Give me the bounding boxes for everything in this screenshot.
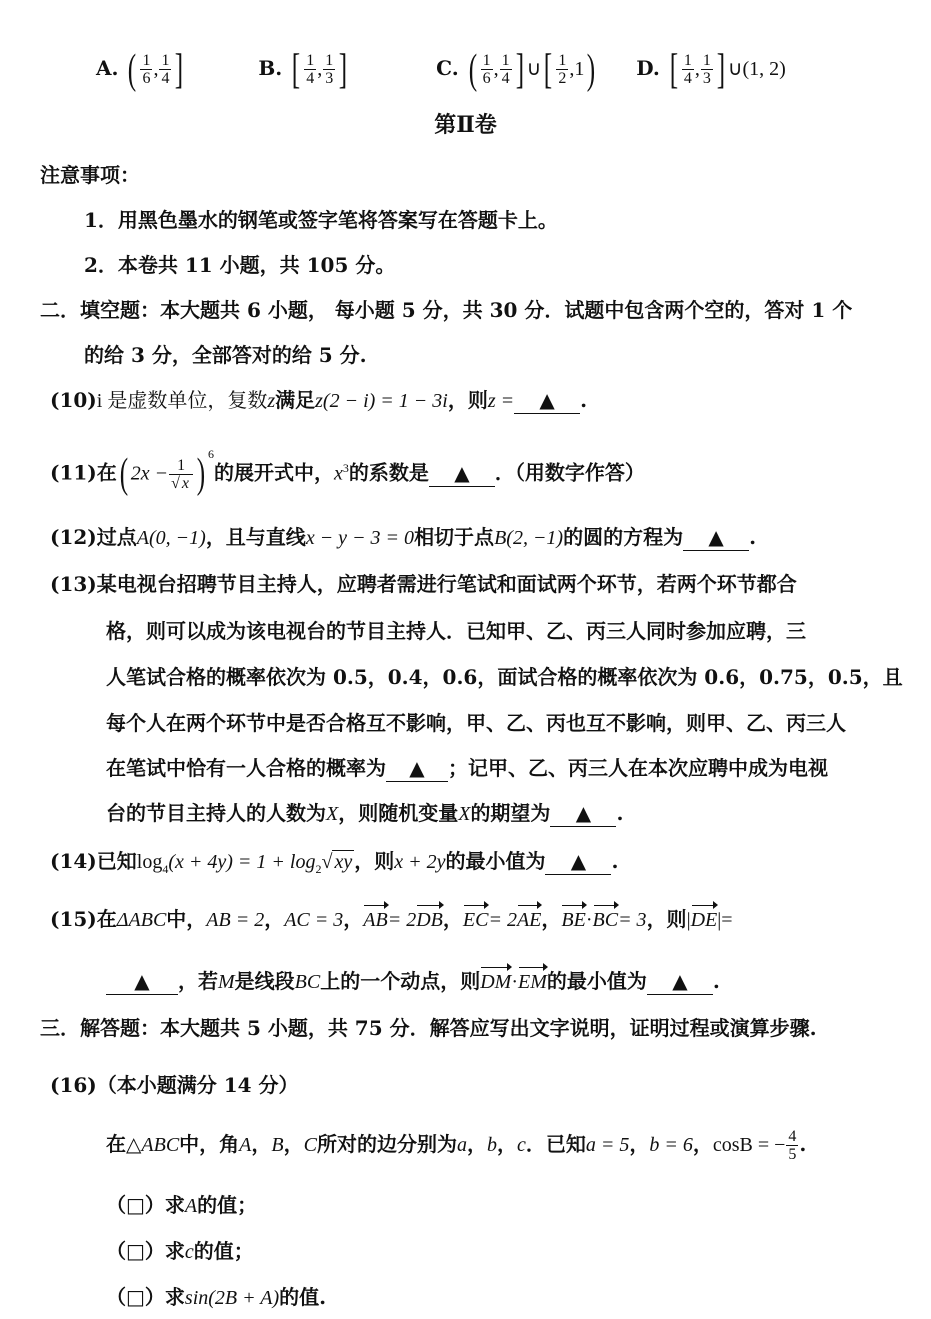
question-16-sub2: （□）求c的值； [106, 1239, 254, 1263]
part3-heading: 三．解答题：本大题共 5 小题，共 75 分．解答应写出文字说明，证明过程或演算步骤. [40, 1016, 817, 1040]
question-13-line1: (13)某电视台招聘节目主持人，应聘者需进行笔试和面试两个环节，若两个环节都合 [50, 572, 797, 596]
answer-blank: ▲ [647, 968, 713, 995]
option-c: C. ( $\frac{1}{6}$ , $\frac{1}{4}$ ] ∪[ $\frac{1}{2}$ ,1) [436, 46, 596, 93]
notes-item-2: 2．本卷共 11 小题，共 105 分。 [84, 253, 396, 277]
option-a: A. ( $\frac{1}{6}$ , $\frac{1}{4}$ ] [96, 46, 184, 93]
answer-blank: ▲ [386, 755, 448, 782]
question-13-line4: 每个人在两个环节中是否合格互不影响，甲、乙、丙也互不影响，则甲、乙、丙三人 [106, 711, 846, 735]
question-16-body: 在△ABC中，角A，B，C所对的边分别为a，b，c．已知a = 5，b = 6，cosB = − $\frac{4}{5}$ . [106, 1128, 807, 1163]
question-15-line1: (15)在ΔABC中，AB = 2，AC = 3，AB= 2DB，EC= 2AE，BE·BC= 3，则|DE|= [50, 907, 733, 931]
question-11: (11)在( 2x − $\frac{1}{√ x}$ ) $^6$的展开式中，$x^3$的系数是 ▲ ．（用数字作答） [50, 447, 645, 498]
answer-blank: ▲ [514, 387, 580, 414]
answer-blank: ▲ [545, 848, 611, 875]
question-10: (10)i 是虚数单位，复数z满足z(2 − i) = 1 − 3i，则z = ▲ . [50, 388, 588, 412]
answer-blank: ▲ [106, 968, 178, 995]
notes-heading: 注意事项： [40, 163, 140, 187]
part2-line2: 的给 3 分，全部答对的给 5 分. [84, 343, 367, 367]
question-13-line5: 在笔试中恰有一人合格的概率为 ▲ ；记甲、乙、丙三人在本次应聘中成为电视 [106, 756, 828, 780]
question-16-sub1: （□）求A的值； [106, 1193, 258, 1217]
question-13-line2: 格，则可以成为该电视台的节目主持人．已知甲、乙、丙三人同时参加应聘，三 [106, 619, 806, 643]
option-d: D. [ $\frac{1}{4}$ , $\frac{1}{3}$ ] ∪(1, 2) [636, 46, 786, 93]
section-title: 第Ⅱ卷 [434, 112, 497, 138]
question-16-sub3: （□）求sin(2B + A)的值. [106, 1285, 327, 1309]
answer-blank: ▲ [550, 800, 616, 827]
question-16-head: (16)（本小题满分 14 分） [50, 1073, 299, 1097]
option-b: B. [ $\frac{1}{4}$ , $\frac{1}{3}$ ] [258, 46, 348, 93]
options-row [96, 46, 786, 93]
question-12: (12)过点A(0, −1)，且与直线x − y − 3 = 0相切于点B(2, −1)的圆的方程为 ▲ . [50, 525, 757, 549]
question-13-line3: 人笔试合格的概率依次为 0.5，0.4，0.6，面试合格的概率依次为 0.6，0.75，0.5，且 [106, 665, 903, 689]
part2-line1: 二．填空题：本大题共 6 小题， 每小题 5 分，共 30 分．试题中包含两个空的，答对 1 个 [40, 298, 853, 322]
answer-blank: ▲ [429, 460, 495, 487]
question-13-line6: 台的节目主持人的人数为X，则随机变量X的期望为 ▲ . [106, 801, 624, 825]
notes-item-1: 1．用黑色墨水的钢笔或签字笔将答案写在答题卡上。 [84, 208, 558, 232]
question-14: (14)已知$\log_4(x + 4y) = 1 + \log_2√$ xy ，则x + 2y的最小值为 ▲ . [50, 849, 619, 876]
question-15-line2: ▲ ，若M是线段BC上的一个动点，则DM·EM的最小值为 ▲ . [106, 968, 720, 995]
answer-blank: ▲ [683, 524, 749, 551]
